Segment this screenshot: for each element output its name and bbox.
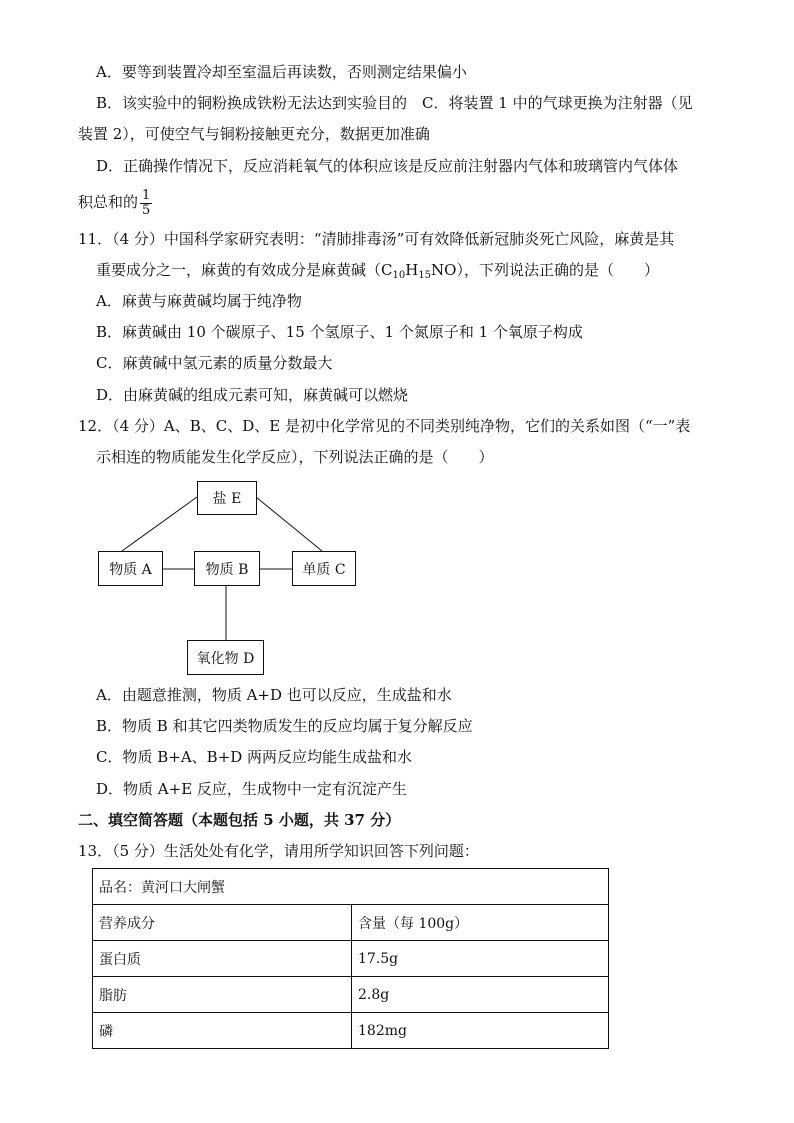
q11-stem-end: NO），下列说法正确的是（ ） bbox=[431, 261, 659, 279]
q10-option-d: D．正确操作情况下，反应消耗氧气的体积应该是反应前注射器内气体和玻璃管内气体体 bbox=[96, 157, 679, 175]
link-e-a bbox=[122, 497, 197, 551]
element-h: H bbox=[405, 261, 419, 279]
q11-option-d: D．由麻黄碱的组成元素可知，麻黄碱可以燃烧 bbox=[96, 386, 409, 404]
section-heading: 二、填空简答题（本题包括 5 小题，共 37 分） bbox=[78, 811, 401, 829]
q11-stem: 11．（4 分）中国科学家研究表明：“清肺排毒汤”可有效降低新冠肺炎死亡风险，麻黄是其 bbox=[78, 230, 675, 248]
q13-stem: 13．（5 分）生活处处有化学，请用所学知识回答下列问题： bbox=[78, 842, 479, 860]
subscript-h: 15 bbox=[418, 270, 432, 281]
fraction-numerator: 1 bbox=[142, 187, 151, 203]
nutrient-name: 脂肪 bbox=[93, 977, 352, 1013]
q11-option-b: B．麻黄碱由 10 个碳原子、15 个氢原子、1 个氮原子和 1 个氧原子构成 bbox=[96, 323, 583, 341]
link-e-c bbox=[256, 497, 322, 551]
nutrient-name: 磷 bbox=[93, 1013, 352, 1049]
header-nutrient: 营养成分 bbox=[93, 905, 352, 941]
q12-stem-cont: 示相连的物质能发生化学反应），下列说法正确的是（ ） bbox=[96, 448, 494, 466]
nutrition-table bbox=[92, 868, 609, 1049]
q11-option-a: A．麻黄与麻黄碱均属于纯净物 bbox=[96, 292, 302, 310]
q12-option-b: B．物质 B 和其它四类物质发生的反应均属于复分解反应 bbox=[96, 717, 473, 735]
nutrient-amount: 2.8g bbox=[352, 977, 609, 1013]
q12-stem: 12．（4 分）A、B、C、D、E 是初中化学常见的不同类别纯净物，它们的关系如图（“一”表 bbox=[78, 417, 691, 435]
q12-option-d: D．物质 A+E 反应，生成物中一定有沉淀产生 bbox=[96, 780, 407, 798]
header-amount: 含量（每 100g） bbox=[352, 905, 609, 941]
fraction-denominator: 5 bbox=[142, 202, 151, 218]
table-title-row bbox=[93, 869, 609, 905]
q11-option-c: C．麻黄碱中氢元素的质量分数最大 bbox=[96, 354, 333, 372]
table-row bbox=[93, 941, 609, 977]
table-title: 品名：黄河口大闸蟹 bbox=[93, 869, 609, 905]
q10-option-b-cont: 装置 2），可使空气与铜粉接触更充分，数据更加准确 bbox=[78, 125, 430, 143]
nutrient-name: 蛋白质 bbox=[93, 941, 352, 977]
subscript-c: 10 bbox=[392, 270, 406, 281]
table-header-row bbox=[93, 905, 609, 941]
q12-option-a: A．由题意推测，物质 A+D 也可以反应，生成盐和水 bbox=[96, 686, 452, 704]
node-salt-e: 盐 E bbox=[197, 481, 257, 515]
q10-option-b: B．该实验中的铜粉换成铁粉无法达到实验目的 C．将装置 1 中的气球更换为注射器（见 bbox=[96, 94, 693, 112]
q10-option-a: A．要等到装置冷却至室温后再读数，否则测定结果偏小 bbox=[96, 63, 467, 81]
q12-option-c: C．物质 B+A、B+D 两两反应均能生成盐和水 bbox=[96, 748, 413, 766]
table-row bbox=[93, 1013, 609, 1049]
q10-option-d-text: 积总和的 bbox=[78, 193, 139, 211]
nutrient-amount: 17.5g bbox=[352, 941, 609, 977]
node-substance-a: 物质 A bbox=[98, 551, 163, 586]
q11-stem-part: 重要成分之一，麻黄的有效成分是麻黄碱（C bbox=[96, 261, 393, 279]
node-substance-b: 物质 B bbox=[194, 551, 260, 586]
table-row bbox=[93, 977, 609, 1013]
node-oxide-d: 氧化物 D bbox=[187, 640, 264, 675]
node-element-c: 单质 C bbox=[292, 551, 356, 586]
nutrient-amount: 182mg bbox=[352, 1013, 609, 1049]
